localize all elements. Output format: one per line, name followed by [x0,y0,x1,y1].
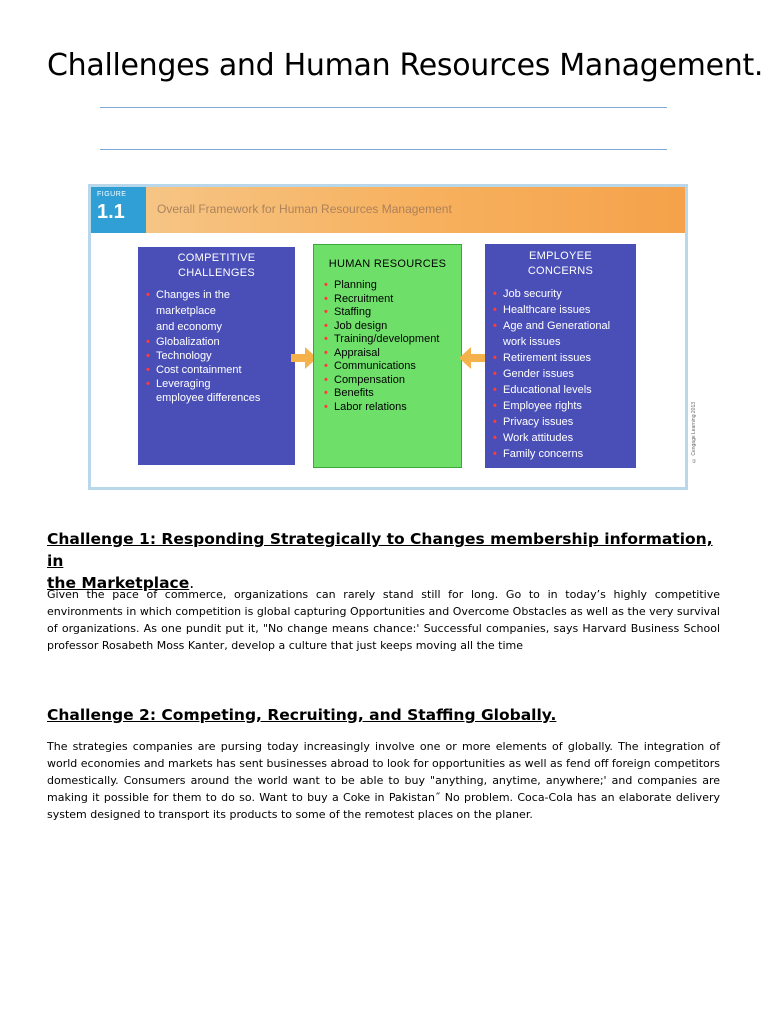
list-item: • Employee rights [493,398,636,414]
competitive-challenges-panel [138,247,295,465]
challenge-1-heading-line2: the Marketplace [47,574,190,592]
list-item: • Benefits [324,387,461,401]
figure-caption: Overall Framework for Human Resources Management [157,202,452,216]
list-item: • Healthcare issues [493,302,636,318]
list-item: • Privacy issues [493,414,636,430]
list-item: • Leveraging [146,377,295,391]
challenge-2-body: The strategies companies are pursing today increasingly involve one or more elements of globally. The integration of world economies and markets has sent businesses abroad to look for opportunities as well as fend off foreign competitors domestically. Consumers around the world want to be able to buy "anything, anytime, anywhere;' and companies are making it possible for them to do so. Want to buy a Coke in Pakistan˝ No problem. Coca-Cola has an elaborate delivery system designed to transport its products to some of the remotest places on the planer. [47,740,720,821]
figure-badge [91,187,146,233]
list-item: • Educational levels [493,382,636,398]
human-resources-list [324,279,461,414]
employee-concerns-list [493,286,636,462]
hr-framework-figure [88,184,697,490]
list-item-continued: and economy [156,321,223,333]
figure-credit: © Cengage Learning 2013 [691,402,697,464]
employee-concerns-panel [485,244,636,468]
challenge-1-heading-line1: Challenge 1: Responding Strategically to Changes membership information, in [47,530,713,570]
list-item: • Communications [324,360,461,374]
right-arrow-icon [459,347,485,369]
page-title: Challenges and Human Resources Management. [47,48,764,83]
title-rule-bottom [100,149,667,150]
list-item: • Globalization [146,335,295,349]
list-item-continued: marketplace [156,305,216,317]
list-item: • Labor relations [324,401,461,415]
list-item: • Family concerns [493,446,636,462]
heading-line: EMPLOYEE [529,250,592,262]
human-resources-heading: HUMAN RESOURCES [328,258,447,270]
list-item: • Recruitment [324,293,461,307]
heading-line: CONCERNS [527,265,594,277]
competitive-challenges-list [146,287,295,405]
list-item: • Job design [324,320,461,334]
list-item: • Age and Generational [493,318,636,334]
challenge-2-heading [47,704,556,726]
list-item: • Appraisal [324,347,461,361]
list-item: • Gender issues [493,366,636,382]
challenge-1-body: Given the pace of commerce, organizations can rarely stand still for long. Go to in today’s highly competitive environments in which competition is global capturing Opportunities and Overcome Obstacles as well as the very survival of organizations. As one pundit put it, "No change means chance:' Successful companies, says Harvard Business School professor Rosabeth Moss Kanter, develop a culture that just keeps moving all the time [47,588,720,652]
list-item: • Staffing [324,306,461,320]
list-item: • Training/development [324,333,461,347]
list-item-continued: work issues [503,336,561,348]
challenge-1-heading [47,528,727,594]
heading-line: COMPETITIVE [177,252,256,264]
heading-line: CHALLENGES [178,267,255,279]
list-item: • Compensation [324,374,461,388]
figure-number: 1.1 [97,201,125,223]
list-item: • Changes in the [146,287,295,303]
list-item-continued: employee differences [156,392,261,404]
human-resources-panel [313,244,462,468]
title-rule-top [100,107,667,108]
list-item: • Work attitudes [493,430,636,446]
employee-concerns-heading [485,249,636,279]
list-item: • Technology [146,349,295,363]
list-item: • Cost containment [146,363,295,377]
competitive-challenges-heading [138,251,295,281]
list-item: • Retirement issues [493,350,636,366]
challenge-1-heading-period: . [189,574,195,592]
list-item: • Job security [493,286,636,302]
list-item: • Planning [324,279,461,293]
figure-label: FIGURE [97,191,127,198]
challenge-2-heading-text: Challenge 2: Competing, Recruiting, and Staffing Globally. [47,706,557,724]
